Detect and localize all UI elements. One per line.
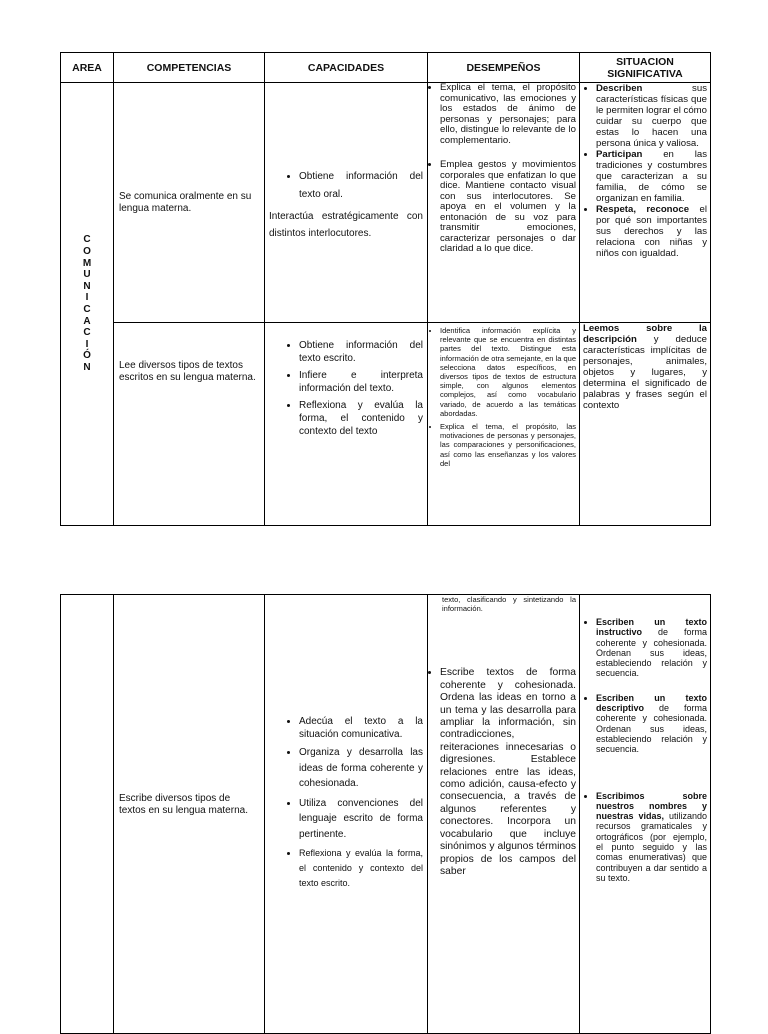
capacidad-plain: Interactúa estratégicamente con distintos interlocutores.: [269, 210, 423, 239]
area-cell-comunicacion: [61, 83, 114, 526]
situacion-bold: Participan: [596, 149, 643, 160]
area-cell-empty: [61, 595, 114, 1034]
desempeno-item: • Explica el tema, el propósito, las motivaciones de personas y personajes, las comparaciones y personificaciones, así como las enseñanzas y los valores del: [440, 422, 576, 468]
desempeno-item: • Escribe textos de forma coherente y cohesionada. Ordena las ideas en torno a un tema y las desarrolla para ampliar la información, sin contradicciones, reiteraciones innecesarias o digresiones. Establece relaciones entre las ideas, como adición, causa-efecto y consecuencia, a través de algunos referentes y conectores. Incorpora un vocabulario que incluye sinónimos y algunos términos propios de los campos del saber: [440, 667, 576, 878]
situacion-escribe: [580, 595, 711, 1034]
area-letter: N: [83, 361, 91, 373]
capacidad-item: • Reflexiona y evalúa la forma, el contenido y contexto del texto escrito.: [299, 846, 423, 891]
desempenos-oral: [428, 83, 580, 323]
capacidad-item: • Adecúa el texto a la situación comunicativa.: [299, 715, 423, 741]
area-letter: O: [83, 246, 91, 258]
desempeno-continuation: texto, clasificando y sintetizando la información.: [442, 595, 576, 614]
curriculum-table-page-2: [60, 594, 711, 1034]
curriculum-table-page-1: [60, 52, 711, 526]
table-row-oral: [61, 83, 711, 323]
header-situacion-line-1: SITUACION: [616, 55, 674, 68]
situacion-text: de forma coherente y cohesionada. Ordenan sus ideas, estableciendo relación y secuencia.: [596, 627, 707, 679]
situacion-text: en las tradiciones y costumbres que caracterizan a su familia, de cómo se organizan en familia.: [596, 149, 707, 204]
area-letter: C: [83, 327, 91, 339]
situacion-text: utilizando recursos gramaticales y ortográficos (por ejemplo, el punto seguido y las comas enumerativas) que contribuyen a dar sentido a su texto.: [596, 811, 707, 883]
header-row: [61, 53, 711, 83]
situacion-bold: Escriben un texto instructivo: [596, 617, 707, 638]
situacion-item: [596, 83, 707, 149]
desempeno-item: • Explica el tema, el propósito comunicativo, las emociones y los estados de ánimo de personas y personajes; para ello, distingue lo relevante de lo complementario.: [440, 83, 576, 146]
situacion-item: [596, 149, 707, 204]
table-row-lee: [61, 323, 711, 526]
situacion-oral: [580, 83, 711, 323]
situacion-bold: Leemos sobre la descripción: [583, 323, 707, 345]
area-letter: U: [83, 269, 91, 281]
area-letter: Ó: [83, 350, 91, 362]
desempeno-item: • Identifica información explícita y relevante que se encuentra en distintas partes del texto. Distingue esta información de otra semejante, en la que selecciona datos específicos, en diversos tipos de textos de estructura simple, con algunos elementos complejos, así como vocabulario variado, de acuerdo a las temáticas abordadas.: [440, 326, 576, 418]
capacidad-item: • Organiza y desarrolla las ideas de forma coherente y cohesionada.: [299, 745, 423, 792]
capacidad-item: • Utiliza convenciones del lenguaje escrito de forma pertinente.: [299, 796, 423, 843]
capacidad-item: • Obtiene información del texto escrito.: [299, 339, 423, 365]
situacion-text: de forma coherente y cohesionada. Ordenan sus ideas, estableciendo relación y secuencia.: [596, 703, 707, 755]
desempenos-escribe: [428, 595, 580, 1034]
situacion-bold: Escriben un texto descriptivo: [596, 692, 707, 714]
desempenos-lee: [428, 323, 580, 526]
capacidad-item: • Reflexiona y evalúa la forma, el contenido y contexto del texto: [299, 399, 423, 438]
situacion-item: [596, 791, 707, 884]
capacidades-lee: [265, 323, 428, 526]
area-letter: A: [83, 315, 91, 327]
competencia-escribe: Escribe diversos tipos de textos en su lengua materna.: [114, 595, 265, 1034]
capacidad-item: • Infiere e interpreta información del texto.: [299, 369, 423, 395]
situacion-item: [596, 693, 707, 755]
situacion-text: sus características físicas que le permiten lograr el cómo cuidar su cuerpo que estas lo hacen una persona única y valiosa.: [596, 83, 707, 149]
area-letter: N: [83, 280, 91, 292]
table-row-escribe: [61, 595, 711, 1034]
header-area: AREA: [61, 53, 114, 83]
situacion-text: el por qué son importantes sus derechos y las relaciona con niñas y niños con igualdad.: [596, 204, 707, 259]
situacion-bold: Escribimos sobre nuestros nombres y nuestras vidas,: [596, 790, 707, 822]
area-letter: C: [83, 304, 91, 315]
desempeno-item: • Emplea gestos y movimientos corporales que enfatizan lo que dice. Mantiene contacto visual con sus interlocutores. Se apoya en el volumen y la entonación de su voz para transmitir emociones, caracterizar personajes o dar claridad a lo que dice.: [440, 160, 576, 255]
header-capacidades: CAPACIDADES: [265, 53, 428, 83]
competencia-oral: Se comunica oralmente en su lengua materna.: [114, 83, 265, 323]
area-letter: M: [82, 257, 92, 269]
capacidades-oral: [265, 83, 428, 323]
header-desempenos: DESEMPEÑOS: [428, 53, 580, 83]
capacidad-item: • Obtiene información del texto oral.: [299, 168, 423, 204]
situacion-bold: Respeta, reconoce: [596, 204, 690, 215]
situacion-bold: Describen: [596, 83, 643, 94]
area-letter: C: [83, 234, 91, 246]
header-situacion-line-2: SIGNIFICATIVA: [607, 67, 683, 80]
situacion-item: [596, 617, 707, 679]
situacion-item: [596, 204, 707, 259]
competencia-lee: Lee diversos tipos de textos escritos en su lengua materna.: [114, 323, 265, 526]
area-letter: I: [85, 292, 89, 304]
capacidades-escribe: [265, 595, 428, 1034]
header-competencias: COMPETENCIAS: [114, 53, 265, 83]
situacion-text: y deduce características implícitas de personajes, animales, objetos y lugares, y determina el significado de palabras y frases según el contexto: [583, 334, 707, 411]
situacion-lee: [580, 323, 711, 526]
header-situacion-significativa: [580, 53, 711, 83]
area-letter: I: [85, 338, 89, 350]
